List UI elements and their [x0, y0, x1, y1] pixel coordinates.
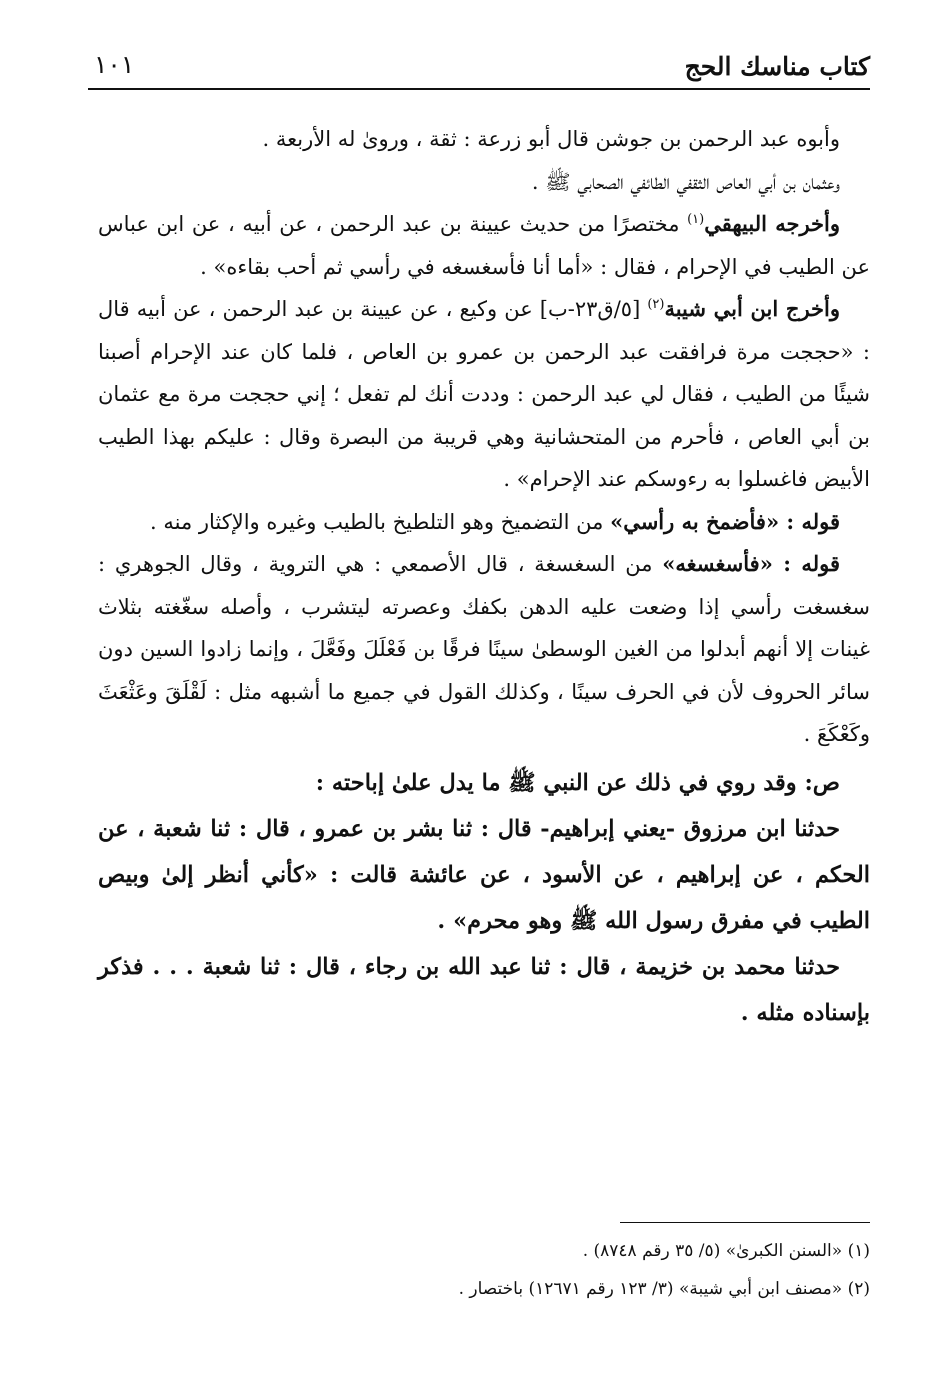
paragraph: وعثمان بن أبي العاص الثقفي الطائفي الصحابي ﷺ . — [531, 169, 840, 194]
paragraph-lead: قوله : «فأسغسغه» — [662, 551, 840, 576]
paragraph-lead: وأخرجه البيهقي — [704, 211, 840, 236]
main-text — [98, 118, 870, 1036]
section-heading: ص: وقد روي في ذلك عن النبي ﷺ ما يدل علىٰ إباحته : — [315, 769, 840, 796]
header-divider — [88, 88, 870, 90]
running-header — [88, 48, 870, 88]
paragraph-text: من السغسغة ، قال الأصمعي : هي التروية ، وقال الجوهري : سغسغت رأسي إذا وضعت عليه الدهن بكفك وعصرته ليتشرب ، وأصله سغّغته بثلاث غينات إلا أنهم أبدلوا من الغين الوسطىٰ سينًا فرقًا بن فَعْلَلَ وفَعَّلَ ، وإنما زادوا السين دون سائر الحروف لأن في الحرف سينًا ، وكذلك القول في جميع ما أشبهه مثل : لَقْلَقَ وعَثْعَثَ وكَعْكَعَ . — [98, 552, 870, 746]
book-title: كتاب مناسك الحج — [684, 52, 870, 81]
paragraph-lead: وأخرج ابن أبي شيبة — [664, 296, 840, 321]
footnote: (١) «السنن الكبرىٰ» (٥/ ٣٥ رقم ٨٧٤٨) . — [582, 1241, 870, 1261]
footnote-marker: (٢) — [647, 297, 665, 312]
paragraph — [98, 288, 870, 501]
paragraph: وأبوه عبد الرحمن بن جوشن قال أبو زرعة : ثقة ، وروىٰ له الأربعة . — [262, 127, 840, 151]
paragraph-text: من التضميخ وهو التلطيخ بالطيب وغيره والإكثار منه . — [150, 509, 611, 534]
hadith-paragraph: حدثنا محمد بن خزيمة ، قال : ثنا عبد الله بن رجاء ، قال : ثنا شعبة . . . فذكر بإسناده مثله . — [98, 953, 870, 1026]
footnote: (٢) «مصنف ابن أبي شيبة» (٣/ ١٢٣ رقم ١٢٦٧١) باختصار . — [458, 1279, 870, 1299]
footnotes — [98, 1232, 870, 1308]
paragraph — [98, 543, 870, 756]
paragraph-text: مختصرًا من حديث عيينة بن عبد الرحمن ، عن أبيه ، عن ابن عباس عن الطيب في الإحرام ، فقال : «أما أنا فأسغسغه في رأسي ثم أحب بقاءه» . — [98, 212, 870, 279]
footnote-marker: (١) — [687, 212, 705, 227]
page-number: ١٠١ — [94, 50, 135, 79]
hadith-paragraph: حدثنا ابن مرزوق -يعني إبراهيم- قال : ثنا بشر بن عمرو ، قال : ثنا شعبة ، عن الحكم ، عن إبراهيم ، عن الأسود ، عن عائشة قالت : «كأني أنظر إلىٰ وبيص الطيب في مفرق رسول الله ﷺ وهو محرم» . — [98, 815, 870, 934]
footnote-divider — [620, 1222, 870, 1223]
paragraph-text: [٥/ق٢٣-ب] عن وكيع ، عن عيينة بن عبد الرحمن ، عن أبيه قال : «حججت مرة فرافقت عبد الرحمن بن عمرو بن العاص ، فلما كان عند الإحرام أصبنا شيئًا من الطيب ، فقال لي عبد الرحمن : وددت أنك لم تفعل ؛ إني حججت مرة مع عثمان بن أبي العاص ، فأحرم من المتحشانية وهي قريبة من البصرة وقال : عليكم بهذا الطيب الأبيض فاغسلوا به رءوسكم عند الإحرام» . — [98, 297, 870, 491]
paragraph — [98, 501, 870, 544]
paragraph-lead: قوله : «فأضمخ به رأسي» — [610, 508, 840, 534]
paragraph — [98, 203, 870, 288]
